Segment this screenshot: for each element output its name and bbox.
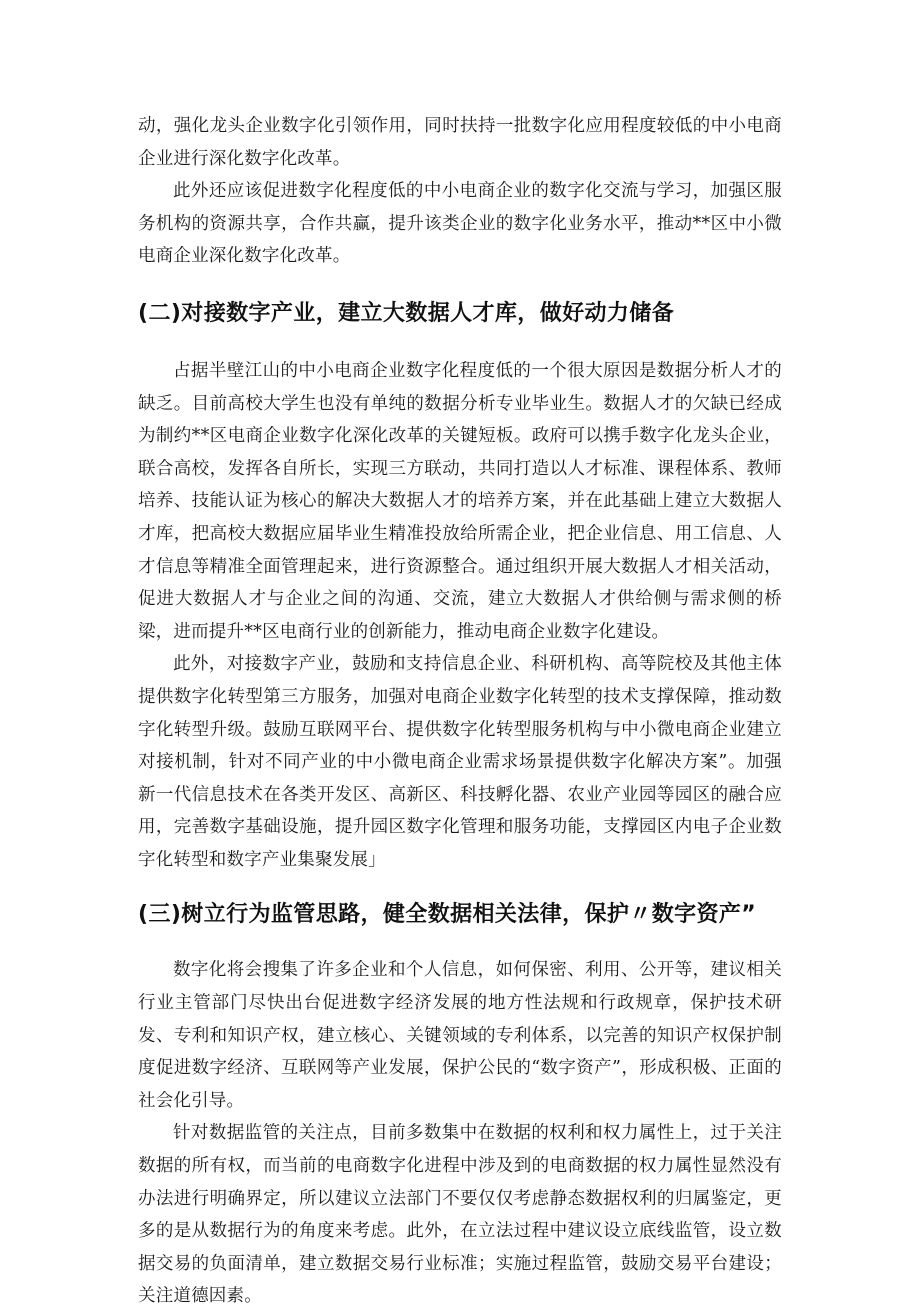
document-page (138, 110, 782, 1313)
paragraph: 针对数据监管的关注点，目前多数集中在数据的权利和权力属性上，过于关注数据的所有权，而当前的电商数字化进程中涉及到的电商数据的权力属性显然没有办法进行明确界定，所以建议立法部门不要仅仅考虑静态数据权利的归属鉴定，更多的是从数据行为的角度来考虑。此外，在立法过程中建议设立底线监管，设立数据交易的负面清单，建立数据交易行业标准；实施过程监管，鼓励交易平台建设；关注道德因素。 (138, 1123, 782, 1307)
paragraph: 占据半壁江山的中小电商企业数字化程度低的一个很大原因是数据分析人才的缺乏。目前高校大学生也没有单纯的数据分析专业毕业生。数据人才的欠缺已经成为制约**区电商企业数字化深化改革的关键短板。政府可以携手数字化龙头企业，联合高校，发挥各自所长，实现三方联动，共同打造以人才标准、课程体系、教师培养、技能认证为核心的解决大数据人才的培养方案，并在此基础上建立大数据人才库，把高校大数据应届毕业生精准投放给所需企业，把企业信息、用工信息、人才信息等精准全面管理起来，进行资源整合。通过组织开展大数据人才相关活动，促进大数据人才与企业之间的沟通、交流，建立大数据人才供给侧与需求侧的桥梁，进而提升**区电商行业的创新能力，推动电商企业数字化建设。 (138, 360, 782, 642)
paragraph: 数字化将会搜集了许多企业和个人信息，如何保密、利用、公开等，建议相关行业主管部门尽快出台促进数字经济发展的地方性法规和行政规章，保护技术研发、专利和知识产权，建立核心、关键领域的专利体系，以完善的知识产权保护制度促进数字经济、互联网等产业发展，保护公民的“数字资产”，形成积极、正面的社会化引导。 (138, 960, 782, 1111)
paragraph: 此外，对接数字产业，鼓励和支持信息企业、科研机构、高等院校及其他主体提供数字化转型第三方服务，加强对电商企业数字化转型的技术支撑保障，推动数字化转型升级。鼓励互联网平台、提供数字化转型服务机构与中小微电商企业建立对接机制，针对不同产业的中小微电商企业需求场景提供数字化解决方案”。加强新一代信息技术在各类开发区、高新区、科技孵化器、农业产业园等园区的融合应用，完善数字基础设施，提升园区数字化管理和服务功能，支撑园区内电子企业数字化转型和数字产业集聚发展」 (138, 654, 782, 870)
paragraph: 动，强化龙头企业数字化引领作用，同时扶持一批数字化应用程度较低的中小电商企业进行深化数字化改革。 (138, 116, 782, 169)
paragraph: 此外还应该促进数字化程度低的中小电商企业的数字化交流与学习，加强区服务机构的资源共享，合作共赢，提升该类企业的数字化业务水平，推动**区中小微电商企业深化数字化改革。 (138, 181, 782, 267)
section-heading: (二)对接数字产业，建立大数据人才库，做好动力储备 (138, 300, 675, 326)
section-heading: (三)树立行为监管思路，健全数据相关法律，保护〃数字资产” (138, 902, 757, 928)
